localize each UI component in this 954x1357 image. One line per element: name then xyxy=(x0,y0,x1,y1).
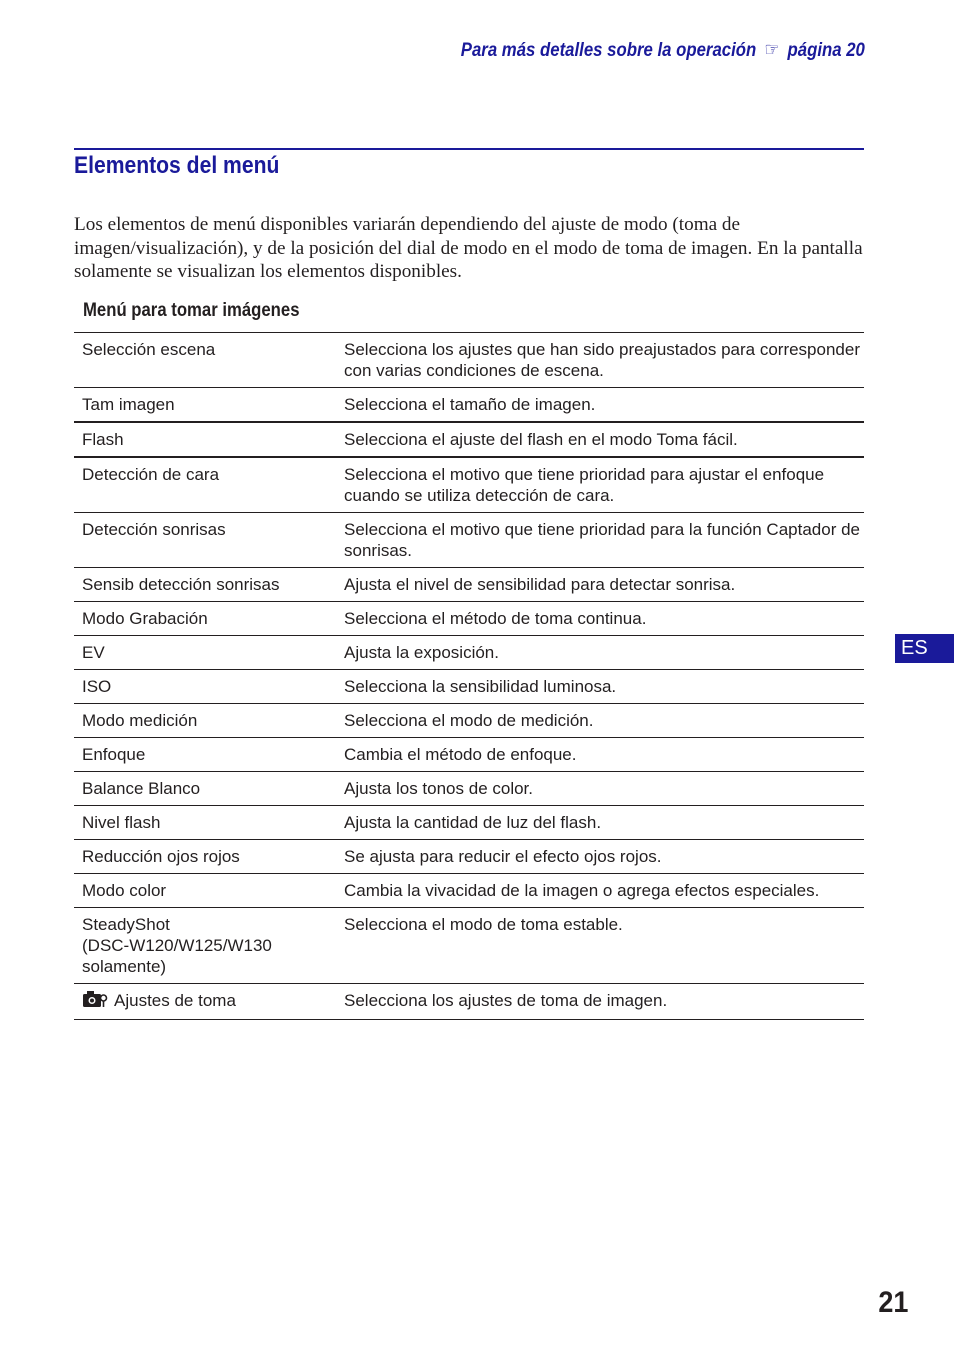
menu-item-name: Enfoque xyxy=(74,738,336,772)
menu-item-description: Selecciona el ajuste del flash en el modo Toma fácil. xyxy=(336,422,864,457)
menu-item-name: Selección escena xyxy=(74,333,336,388)
section-title: Elementos del menú xyxy=(74,152,280,179)
section-divider xyxy=(74,148,864,150)
table-row xyxy=(74,840,864,874)
menu-item-name: Modo color xyxy=(74,874,336,908)
menu-item-description: Se ajusta para reducir el efecto ojos rojos. xyxy=(336,840,864,874)
menu-table xyxy=(74,332,864,1020)
table-row xyxy=(74,908,864,984)
menu-item-description: Selecciona la sensibilidad luminosa. xyxy=(336,670,864,704)
table-row xyxy=(74,602,864,636)
intro-paragraph: Los elementos de menú disponibles variarán dependiendo del ajuste de modo (toma de imagen/visualización), y de la posición del dial de modo en el modo de toma de imagen. En la pantalla solamente se visualizan los elementos disponibles. xyxy=(74,214,863,282)
menu-item-description: Selecciona el modo de toma estable. xyxy=(336,908,864,984)
menu-item-name: Detección de cara xyxy=(74,457,336,513)
menu-item-name: Ajustes de toma xyxy=(114,991,236,1010)
menu-item-name: SteadyShot (DSC-W120/W125/W130 solamente) xyxy=(74,908,336,984)
menu-item-name: EV xyxy=(74,636,336,670)
table-row xyxy=(74,704,864,738)
table-row xyxy=(74,772,864,806)
menu-item-name: Sensib detección sonrisas xyxy=(74,568,336,602)
table-row xyxy=(74,422,864,457)
menu-item-name: Modo medición xyxy=(74,704,336,738)
menu-item-description: Ajusta la cantidad de luz del flash. xyxy=(336,806,864,840)
menu-item-description: Selecciona los ajustes que han sido preajustados para corresponder con varias condiciones de escena. xyxy=(336,333,864,388)
page-number: 21 xyxy=(877,1286,908,1319)
menu-item-description: Selecciona el tamaño de imagen. xyxy=(336,388,864,423)
table-row xyxy=(74,636,864,670)
menu-item-name: Detección sonrisas xyxy=(74,513,336,568)
menu-item-description: Ajusta la exposición. xyxy=(336,636,864,670)
table-row xyxy=(74,457,864,513)
table-row xyxy=(74,670,864,704)
menu-item-description: Selecciona el método de toma continua. xyxy=(336,602,864,636)
table-row xyxy=(74,984,864,1020)
menu-item-name: Nivel flash xyxy=(74,806,336,840)
menu-item-name-cell xyxy=(74,984,336,1020)
menu-item-description: Ajusta los tonos de color. xyxy=(336,772,864,806)
menu-item-name: ISO xyxy=(74,670,336,704)
table-row xyxy=(74,568,864,602)
table-row xyxy=(74,874,864,908)
menu-item-description: Cambia el método de enfoque. xyxy=(336,738,864,772)
operation-reference xyxy=(461,38,865,62)
menu-item-description: Ajusta el nivel de sensibilidad para detectar sonrisa. xyxy=(336,568,864,602)
menu-item-description: Selecciona el motivo que tiene prioridad para ajustar el enfoque cuando se utiliza detección de cara. xyxy=(336,457,864,513)
pointing-hand-icon: ☞ xyxy=(764,39,780,61)
reference-page: página 20 xyxy=(787,39,865,61)
table-row xyxy=(74,333,864,388)
menu-item-description: Selecciona los ajustes de toma de imagen. xyxy=(336,984,864,1020)
table-title: Menú para tomar imágenes xyxy=(83,300,300,321)
table-row xyxy=(74,388,864,423)
table-row xyxy=(74,806,864,840)
table-row xyxy=(74,738,864,772)
menu-item-name: Reducción ojos rojos xyxy=(74,840,336,874)
language-tab: ES xyxy=(895,634,954,663)
menu-item-name: Balance Blanco xyxy=(74,772,336,806)
menu-item-name: Modo Grabación xyxy=(74,602,336,636)
menu-item-description: Selecciona el modo de medición. xyxy=(336,704,864,738)
menu-item-description: Selecciona el motivo que tiene prioridad para la función Captador de sonrisas. xyxy=(336,513,864,568)
reference-text: Para más detalles sobre la operación xyxy=(460,39,757,61)
menu-item-description: Cambia la vivacidad de la imagen o agrega efectos especiales. xyxy=(336,874,864,908)
camera-settings-icon xyxy=(82,990,108,1013)
table-row xyxy=(74,513,864,568)
menu-item-name: Tam imagen xyxy=(74,388,336,423)
menu-item-name: Flash xyxy=(74,422,336,457)
